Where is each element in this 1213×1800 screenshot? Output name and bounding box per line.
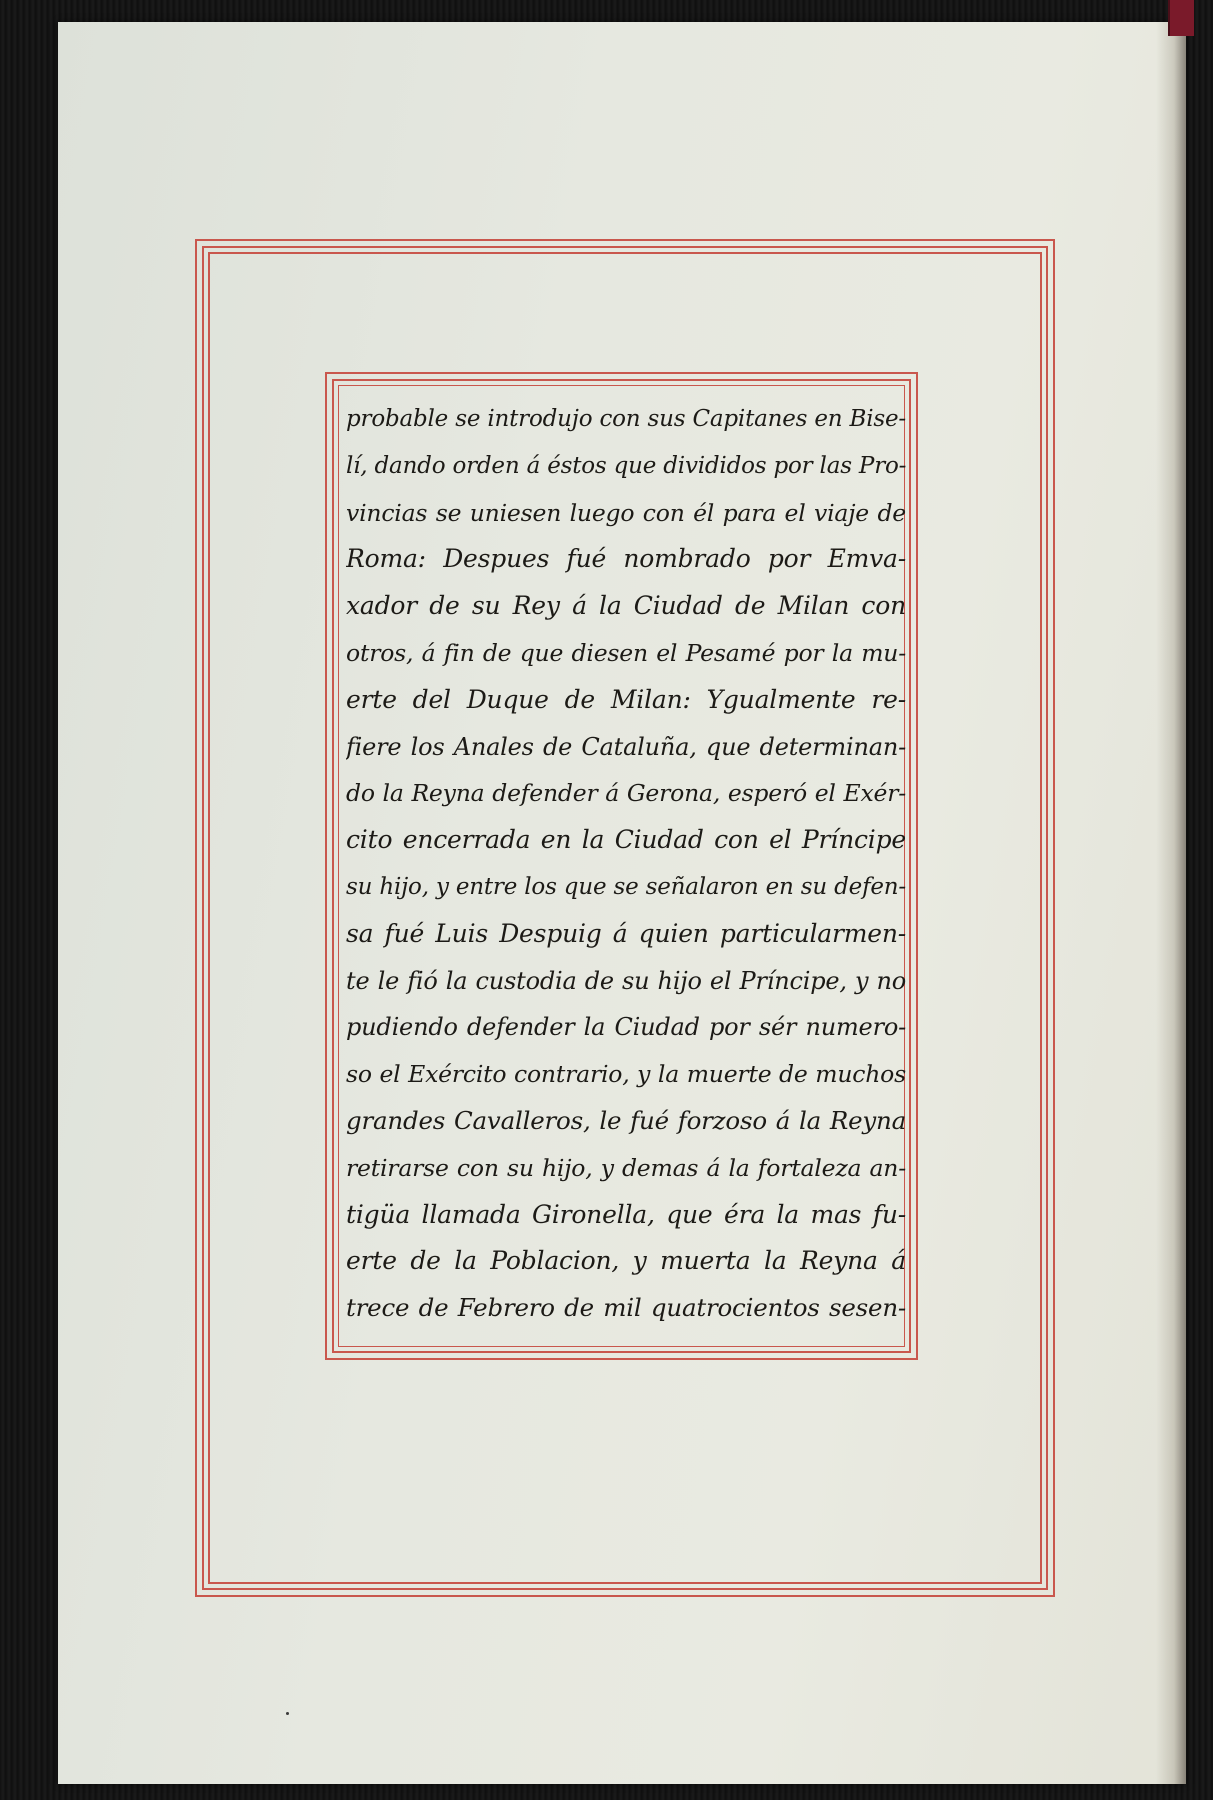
text-line: pudiendo defender la Ciudad por sér numero- <box>346 1013 906 1042</box>
text-line: fiere los Anales de Cataluña, que determinan- <box>346 732 906 761</box>
text-line: do la Reyna defender á Gerona, esperó el Exér- <box>346 779 906 808</box>
page-fore-edge <box>1156 22 1186 1784</box>
text-line: su hijo, y entre los que se señalaron en su defen- <box>346 873 906 900</box>
text-line: erte de la Poblacion, y muerta la Reyna á <box>346 1246 906 1276</box>
text-line: cito encerrada en la Ciudad con el Príncipe <box>346 825 906 855</box>
text-line: retirarse con su hijo, y demas á la fortaleza an- <box>346 1153 906 1182</box>
bookmark-ribbon <box>1168 0 1194 36</box>
text-line: so el Exército contrario, y la muerte de muchos <box>346 1060 906 1089</box>
ink-speck <box>286 1712 289 1715</box>
text-line: sa fué Luis Despuig á quien particularmen- <box>346 918 906 948</box>
text-line: lí, dando orden á éstos que divididos por las Pro- <box>346 452 906 479</box>
text-line: grandes Cavalleros, le fué forzoso á la Reyna <box>346 1105 906 1135</box>
text-line: otros, á fin de que diesen el Pesamé por la mu- <box>346 638 906 667</box>
text-line: tigüa llamada Gironella, que éra la mas fu- <box>346 1199 906 1229</box>
text-line: erte del Duque de Milan: Ygualmente re- <box>346 684 906 714</box>
text-line: vincias se uniesen luego con él para el viaje de <box>346 498 906 527</box>
text-line: Roma: Despues fué nombrado por Emva- <box>346 544 906 574</box>
text-line: te le fió la custodia de su hijo el Príncipe, y no <box>346 966 906 995</box>
text-line: trece de Febrero de mil quatrocientos sesen- <box>346 1293 906 1323</box>
manuscript-text <box>346 396 906 1336</box>
text-line: probable se introdujo con sus Capitanes en Bise- <box>346 406 906 432</box>
text-line: xador de su Rey á la Ciudad de Milan con <box>346 591 906 621</box>
